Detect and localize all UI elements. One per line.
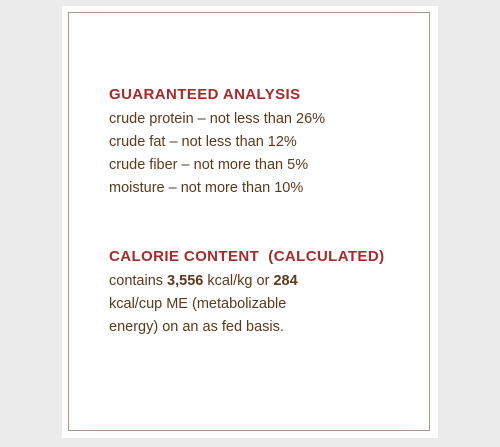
label-panel — [68, 12, 430, 431]
guaranteed-analysis-heading: GUARANTEED ANALYSIS — [109, 86, 301, 103]
kcal-per-kg-value: 3,556 — [167, 273, 204, 289]
analysis-line-fat: crude fat – not less than 12% — [109, 134, 297, 150]
calorie-content-section — [109, 248, 384, 339]
page — [62, 6, 438, 438]
guaranteed-analysis-section — [109, 86, 325, 200]
analysis-line-moisture: moisture – not more than 10% — [109, 180, 304, 196]
calorie-prefix-text: contains — [109, 273, 168, 289]
analysis-line-fiber: crude fiber – not more than 5% — [109, 157, 309, 173]
analysis-line-protein: crude protein – not less than 26% — [109, 111, 326, 127]
calorie-line-3: energy) on an as fed basis. — [109, 319, 284, 335]
calorie-mid-text: kcal/kg or — [203, 273, 274, 289]
kcal-per-cup-value: 284 — [273, 273, 298, 289]
calorie-line-1 — [109, 270, 384, 293]
calorie-line-2: kcal/cup ME (metabolizable — [109, 296, 287, 312]
calorie-content-heading: CALORIE CONTENT (CALCULATED) — [109, 248, 385, 265]
